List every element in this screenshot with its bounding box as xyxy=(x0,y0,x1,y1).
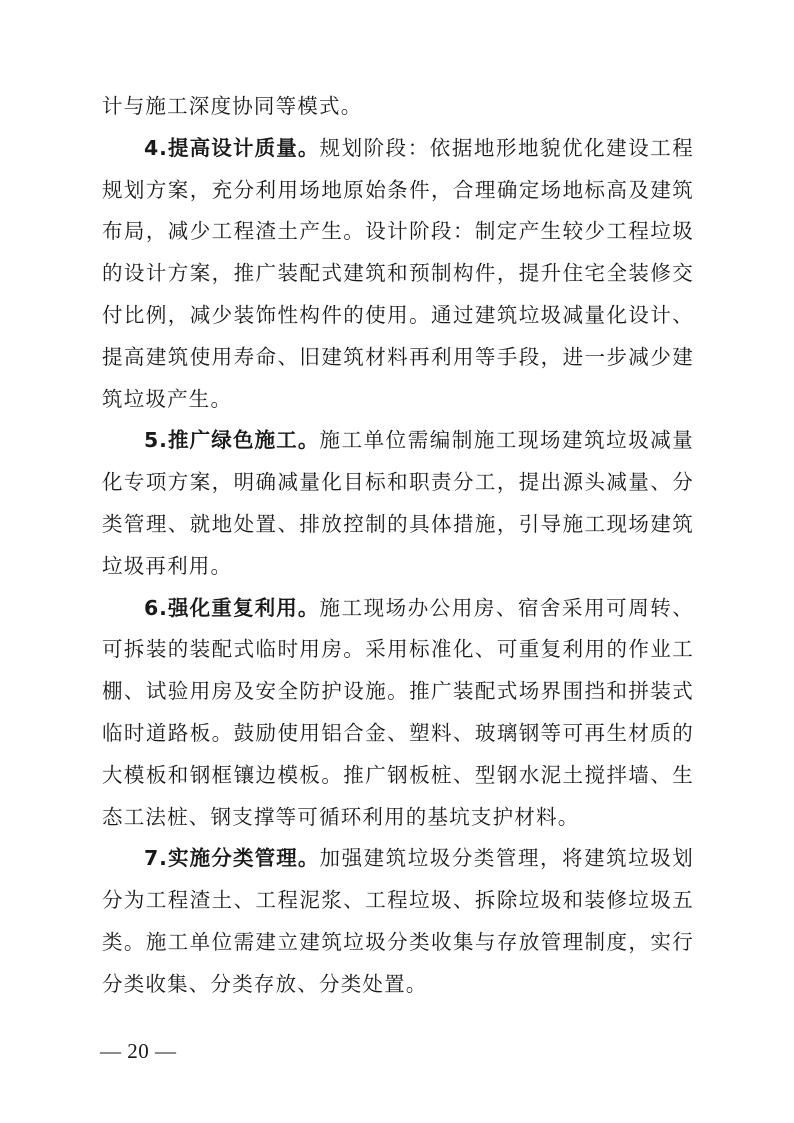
paragraph-reuse xyxy=(102,588,694,839)
paragraph-text: 计与施工深度协同等模式。 xyxy=(102,94,363,118)
paragraph-classification xyxy=(102,838,694,1005)
paragraph-heading: 7.实施分类管理。 xyxy=(144,846,320,871)
paragraph-heading: 6.强化重复利用。 xyxy=(144,595,320,620)
paragraph-continuation xyxy=(102,86,694,128)
paragraph-design-quality xyxy=(102,128,694,421)
paragraph-text: 施工现场办公用房、宿舍采用可周转、可拆装的装配式临时用房。采用标准化、可重复利用的作业工棚、试验用房及安全防护设施。推广装配式场界围挡和拼装式临时道路板。鼓励使用铝合金、塑料、玻璃钢等可再生材质的大模板和钢框镶边模板。推广钢板桩、型钢水泥土搅拌墙、生态工法桩、钢支撑等可循环利用的基坑支护材料。 xyxy=(102,595,694,829)
paragraph-text: 加强建筑垃圾分类管理，将建筑垃圾划分为工程渣土、工程泥浆、工程垃圾、拆除垃圾和装修垃圾五类。施工单位需建立建筑垃圾分类收集与存放管理制度，实行分类收集、分类存放、分类处置。 xyxy=(102,846,694,996)
page-number: — 20 — xyxy=(100,1039,177,1063)
paragraph-heading: 4.提高设计质量。 xyxy=(144,135,320,160)
document-body xyxy=(102,86,694,1006)
paragraph-text: 规划阶段：依据地形地貌优化建设工程规划方案，充分利用场地原始条件，合理确定场地标高及建筑布局，减少工程渣土产生。设计阶段：制定产生较少工程垃圾的设计方案，推广装配式建筑和预制构件，提升住宅全装修交付比例，减少装饰性构件的使用。通过建筑垃圾减量化设计、提高建筑使用寿命、旧建筑材料再利用等手段，进一步减少建筑垃圾产生。 xyxy=(102,135,694,411)
paragraph-text: 施工单位需编制施工现场建筑垃圾减量化专项方案，明确减量化目标和职责分工，提出源头减量、分类管理、就地处置、排放控制的具体措施，引导施工现场建筑垃圾再利用。 xyxy=(102,428,694,578)
paragraph-heading: 5.推广绿色施工。 xyxy=(144,428,320,453)
paragraph-green-construction xyxy=(102,420,694,587)
